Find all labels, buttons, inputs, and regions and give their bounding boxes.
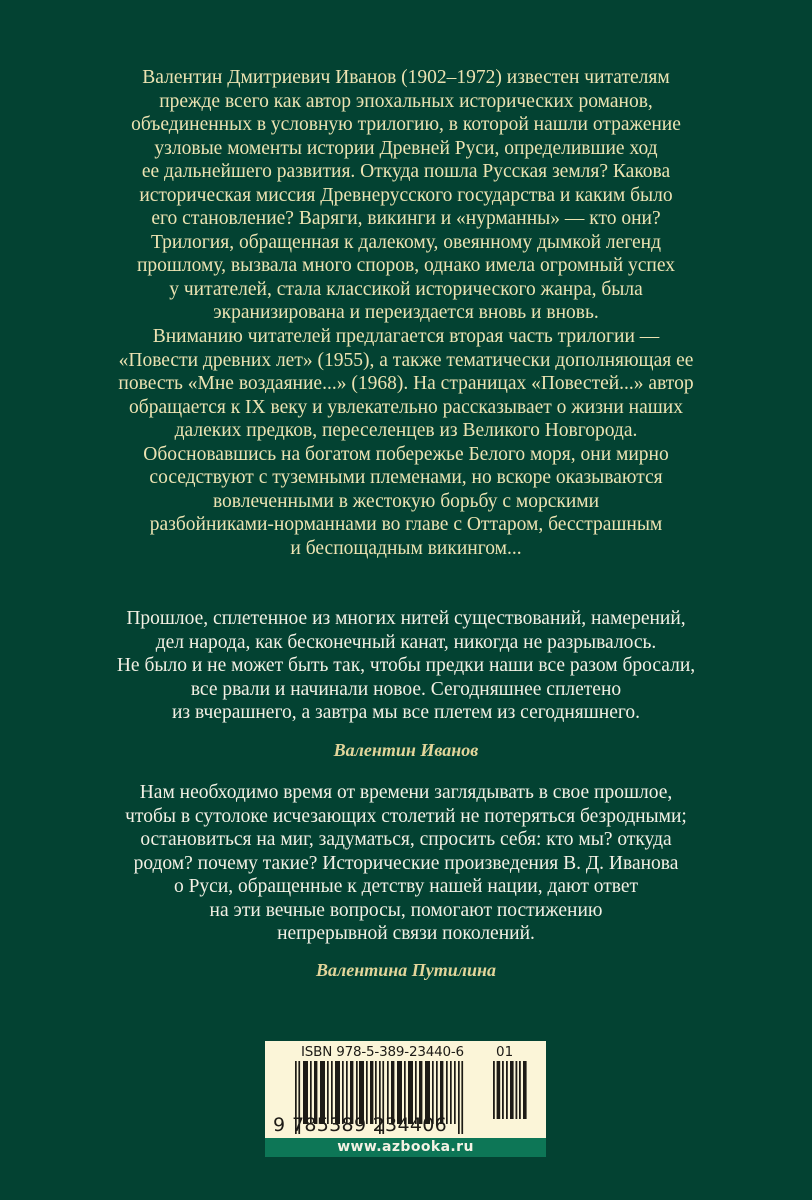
- essay-line: остановиться на миг, задуматься, спросить себя: кто мы? откуда: [140, 829, 672, 851]
- annotation-line: обращается к IX веку и увлекательно рассказывает о жизни наших: [129, 396, 683, 418]
- quote-line: из вчерашнего, а завтра мы все плетем из сегодняшнего.: [172, 702, 640, 724]
- author-quote: [0, 607, 812, 725]
- isbn-label: ISBN 978-5-389-23440-6: [301, 1044, 464, 1060]
- quote-line: все рвали и начинали новое. Сегодняшнее сплетено: [190, 678, 622, 700]
- annotation-line: ее дальнейшего развития. Откуда пошла Русская земля? Какова: [141, 161, 671, 183]
- critic-essay: [0, 781, 812, 946]
- annotation-line: Трилогия, обращенная к далекому, овеянному дымкой легенд: [150, 231, 662, 253]
- quote-line: Не было и не может быть так, чтобы предки наши все разом бросали,: [116, 655, 696, 677]
- essay-line: родом? почему такие? Исторические произведения В. Д. Иванова: [133, 852, 679, 874]
- annotation-line: его становление? Варяги, викинги и «нурманны» — кто они?: [151, 208, 661, 230]
- barcode-addon-bars-icon: [493, 1061, 533, 1119]
- annotation-line: и беспощадным викингом...: [290, 537, 522, 559]
- annotation-line: соседствуют с туземными племенами, но вскоре оказываются: [149, 467, 663, 489]
- annotation-line: вовлеченными в жестокую борьбу с морскими: [212, 490, 600, 512]
- annotation-line: Обосновавшись на богатом побережье Белого моря, они мирно: [143, 443, 669, 465]
- annotation-line: прошлому, вызвала много споров, однако имела огромный успех: [136, 255, 675, 277]
- isbn-barcode: [265, 1041, 546, 1157]
- essay-line: чтобы в сутолоке исчезающих столетий не потеряться безродными;: [125, 805, 687, 827]
- barcode-addon-label: 01: [496, 1044, 514, 1060]
- essay-line: Нам необходимо время от времени заглядывать в свое прошлое,: [139, 782, 673, 803]
- annotation-text: [0, 66, 812, 560]
- annotation-line: объединенных в условную трилогию, в которой нашли отражение: [131, 114, 681, 136]
- quote-line: дел народа, как бесконечный канат, никогда не разрывалось.: [155, 631, 657, 653]
- annotation-line: историческая миссия Древнерусского государства и каким было: [139, 184, 673, 206]
- essay-line: о Руси, обращенные к детству нашей нации, дают ответ: [173, 876, 639, 898]
- ean-digit-groups: 785389 234406: [292, 1114, 447, 1136]
- annotation-line: Валентин Дмитриевич Иванов (1902–1972) известен читателям: [142, 67, 670, 88]
- essay-signature: Валентина Путилина: [316, 960, 496, 980]
- annotation-line: узловые моменты истории Древней Руси, определившие ход: [154, 137, 658, 159]
- annotation-line: разбойниками-норманнами во главе с Оттаром, бесстрашным: [149, 514, 663, 536]
- annotation-line: экранизирована и переиздается вновь и вновь.: [213, 302, 599, 324]
- annotation-line: прежде всего как автор эпохальных исторических романов,: [159, 90, 653, 112]
- annotation-line: «Повести древних лет» (1955), а также тематически дополняющая ее: [118, 349, 694, 371]
- essay-line: непрерывной связи поколений.: [277, 923, 535, 945]
- annotation-line: повесть «Мне воздаяние...» (1968). На страницах «Повестей...» автор: [118, 373, 694, 395]
- annotation-line: Вниманию читателей предлагается вторая часть трилогии —: [152, 326, 660, 348]
- annotation-line: у читателей, стала классикой исторического жанра, была: [169, 278, 643, 300]
- essay-line: на эти вечные вопросы, помогают постижению: [209, 899, 603, 921]
- annotation-line: далеких предков, переселенцев из Великого Новгорода.: [174, 420, 638, 442]
- ean-first-digit: 9: [273, 1114, 286, 1136]
- quote-line: Прошлое, сплетенное из многих нитей существований, намерений,: [126, 608, 686, 629]
- quote-signature: Валентин Иванов: [333, 740, 479, 760]
- publisher-url: www.azbooka.ru: [265, 1138, 546, 1157]
